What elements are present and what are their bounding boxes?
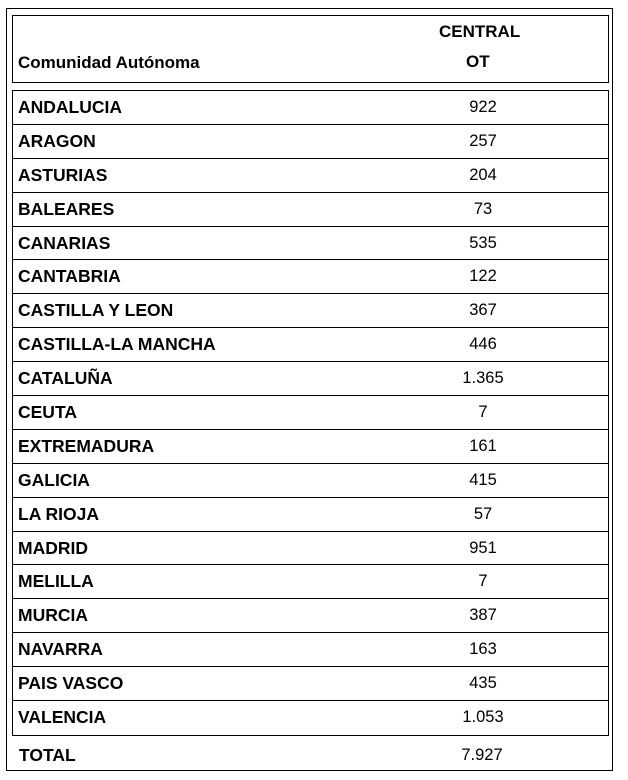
central-ot-value: 951 [469,538,497,557]
central-ot-value: 73 [473,199,493,218]
total-row [12,738,609,770]
table-row [13,498,608,532]
region-name: MADRID [18,537,88,558]
central-ot-value: 535 [469,233,497,252]
table-row [13,159,608,193]
table-row [13,193,608,227]
central-ot-value: 1.053 [462,708,504,727]
total-label: TOTAL [19,745,76,765]
table-row [13,430,608,464]
central-ot-value: 446 [469,335,497,354]
region-name: ARAGON [18,130,96,151]
column-header-ot: OT [466,52,490,71]
table-row [13,91,608,125]
region-name: PAIS VASCO [18,673,124,694]
central-ot-value: 163 [469,640,497,659]
table-row [13,294,608,328]
column-header-central: CENTRAL [439,22,521,41]
region-name: MELILLA [18,571,94,592]
central-ot-value: 922 [469,98,497,116]
region-name: ANDALUCIA [18,97,123,117]
central-ot-value: 415 [469,470,497,489]
column-header-comunidad: Comunidad Autónoma [18,53,200,72]
total-value: 7.927 [461,746,503,764]
table-row [13,633,608,667]
region-name: CASTILLA Y LEON [18,300,174,321]
table-row [13,532,608,566]
table-header [12,15,609,83]
central-ot-value: 435 [469,674,497,693]
table-row [13,227,608,261]
table-row [13,565,608,599]
region-name: EXTREMADURA [18,435,155,456]
region-name: BALEARES [18,198,115,219]
table-row [13,362,608,396]
table-row [13,667,608,701]
central-ot-value: 204 [469,165,497,184]
table-body [12,90,609,736]
central-ot-value: 122 [469,267,497,286]
region-name: CEUTA [18,402,77,423]
region-name: CANARIAS [18,232,111,253]
central-ot-value: 367 [469,301,497,320]
table-row [13,260,608,294]
table-row [13,464,608,498]
region-name: LA RIOJA [18,503,100,524]
table-row [13,328,608,362]
central-ot-value: 7 [478,403,488,422]
central-ot-value: 7 [478,572,488,591]
central-ot-value: 387 [469,606,497,625]
region-name: NAVARRA [18,639,103,660]
table-row [13,396,608,430]
region-name: GALICIA [18,469,90,490]
region-name: CASTILLA-LA MANCHA [18,334,216,355]
table-row [13,599,608,633]
region-name: VALENCIA [18,707,107,728]
central-ot-value: 1.365 [462,369,504,388]
table-row [13,125,608,159]
central-ot-value: 257 [469,131,497,150]
central-ot-value: 57 [473,504,493,523]
region-name: MURCIA [18,605,88,626]
region-name: ASTURIAS [18,164,108,185]
region-name: CATALUÑA [18,368,113,389]
central-ot-value: 161 [469,436,497,455]
table-row [13,701,608,735]
region-name: CANTABRIA [18,266,121,287]
